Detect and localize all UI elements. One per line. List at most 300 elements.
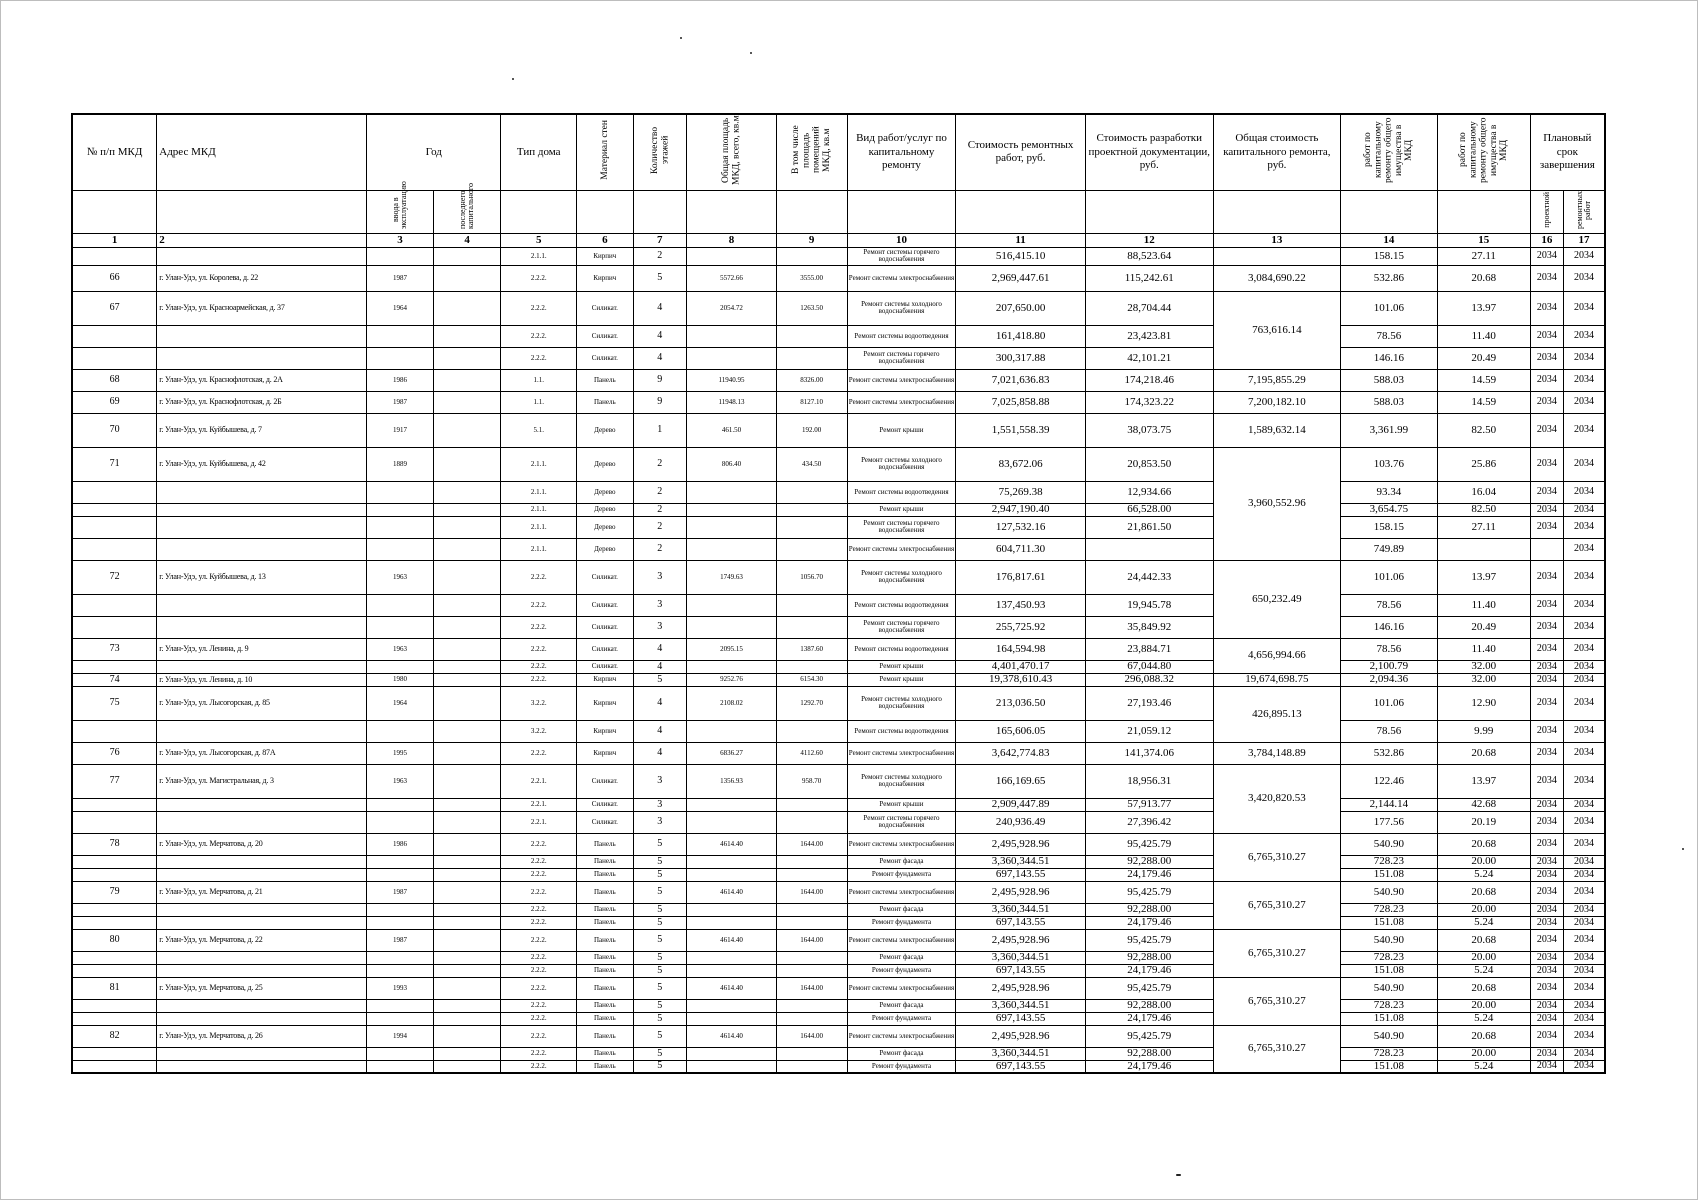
- cell-design-cost: 24,442.33: [1085, 560, 1213, 594]
- cell-wall-material: Силикат.: [577, 347, 634, 369]
- cell-year-last-repair: [433, 742, 501, 764]
- cell-repair-cost: 1,551,558.39: [956, 413, 1085, 447]
- capital-repair-table: [71, 113, 1606, 1074]
- cell-wall-material: Дерево: [577, 413, 634, 447]
- cell-deadline-repair: 2034: [1563, 999, 1605, 1012]
- cell-floors: 5: [633, 1060, 686, 1073]
- cell-house-type: 2.1.1.: [501, 516, 577, 538]
- cell-year-last-repair: [433, 660, 501, 673]
- cell-row-number: [72, 616, 157, 638]
- cell-unit-cost-design: 13.97: [1437, 764, 1530, 798]
- cell-address: г. Улан-Удэ, ул. Мерчатова, д. 26: [157, 1025, 367, 1047]
- cell-year-last-repair: [433, 325, 501, 347]
- column-number: 6: [577, 233, 634, 247]
- scan-speck: [680, 37, 682, 39]
- cell-house-type: 2.2.2.: [501, 855, 577, 868]
- cell-row-number: [72, 855, 157, 868]
- cell-row-number: [72, 999, 157, 1012]
- column-number: 2: [157, 233, 367, 247]
- cell-premises-area: 1644.00: [776, 929, 847, 951]
- cell-floors: 4: [633, 638, 686, 660]
- cell-address: [157, 616, 367, 638]
- cell-work-type: Ремонт системы электроснабжения: [847, 1025, 956, 1047]
- subheader-empty: [501, 190, 577, 233]
- cell-unit-cost-design: 20.00: [1437, 951, 1530, 964]
- cell-unit-cost-design: 27.11: [1437, 516, 1530, 538]
- cell-work-type: Ремонт системы холодного водоснабжения: [847, 447, 956, 481]
- cell-repair-cost: 4,401,470.17: [956, 660, 1085, 673]
- header-spec-cost-repair: работ по капитальному ремонту общего имущества в МКД: [1340, 114, 1437, 190]
- cell-repair-cost: 165,606.05: [956, 720, 1085, 742]
- cell-year-commission: 1963: [367, 638, 434, 660]
- cell-wall-material: Панель: [577, 881, 634, 903]
- cell-unit-cost-repair: 728.23: [1340, 951, 1437, 964]
- cell-unit-cost-repair: 158.15: [1340, 516, 1437, 538]
- cell-work-type: Ремонт системы электроснабжения: [847, 265, 956, 291]
- cell-year-commission: [367, 247, 434, 265]
- cell-house-type: 2.2.2.: [501, 951, 577, 964]
- cell-premises-area: [776, 1012, 847, 1025]
- cell-design-cost: 67,044.80: [1085, 660, 1213, 673]
- cell-repair-cost: 164,594.98: [956, 638, 1085, 660]
- cell-unit-cost-design: 20.68: [1437, 265, 1530, 291]
- cell-address: [157, 811, 367, 833]
- cell-year-last-repair: [433, 503, 501, 516]
- cell-deadline-design: 2034: [1530, 742, 1563, 764]
- cell-deadline-repair: 2034: [1563, 686, 1605, 720]
- cell-design-cost: 66,528.00: [1085, 503, 1213, 516]
- subheader-year-last-repair: последнего капитального: [433, 190, 501, 233]
- cell-deadline-repair: 2034: [1563, 811, 1605, 833]
- cell-unit-cost-design: 27.11: [1437, 247, 1530, 265]
- cell-premises-area: 1387.60: [776, 638, 847, 660]
- cell-unit-cost-design: [1437, 538, 1530, 560]
- cell-floors: 2: [633, 447, 686, 481]
- cell-house-type: 2.2.2.: [501, 916, 577, 929]
- table-row: [72, 391, 1605, 413]
- cell-deadline-repair: 2034: [1563, 903, 1605, 916]
- cell-work-type: Ремонт крыши: [847, 798, 956, 811]
- cell-house-type: 2.2.2.: [501, 868, 577, 881]
- cell-wall-material: Панель: [577, 868, 634, 881]
- cell-design-cost: 92,288.00: [1085, 999, 1213, 1012]
- cell-address: [157, 347, 367, 369]
- cell-wall-material: Силикат.: [577, 638, 634, 660]
- cell-premises-area: 958.70: [776, 764, 847, 798]
- cell-unit-cost-design: 5.24: [1437, 1060, 1530, 1073]
- cell-row-number: 81: [72, 977, 157, 999]
- cell-house-type: 2.2.1.: [501, 811, 577, 833]
- cell-deadline-repair: 2034: [1563, 881, 1605, 903]
- table-row: [72, 720, 1605, 742]
- cell-unit-cost-repair: 103.76: [1340, 447, 1437, 481]
- cell-total-area: 4614.40: [687, 929, 777, 951]
- cell-repair-cost: 240,936.49: [956, 811, 1085, 833]
- cell-unit-cost-repair: 122.46: [1340, 764, 1437, 798]
- cell-design-cost: 92,288.00: [1085, 951, 1213, 964]
- cell-repair-cost: 166,169.65: [956, 764, 1085, 798]
- cell-year-commission: 1987: [367, 881, 434, 903]
- cell-year-last-repair: [433, 903, 501, 916]
- cell-repair-cost: 3,642,774.83: [956, 742, 1085, 764]
- cell-year-last-repair: [433, 720, 501, 742]
- cell-floors: 4: [633, 291, 686, 325]
- cell-repair-cost: 2,495,928.96: [956, 1025, 1085, 1047]
- cell-deadline-repair: 2034: [1563, 413, 1605, 447]
- cell-total-area: 9252.76: [687, 673, 777, 686]
- cell-design-cost: 18,956.31: [1085, 764, 1213, 798]
- cell-deadline-design: 2034: [1530, 660, 1563, 673]
- cell-total-area: [687, 951, 777, 964]
- cell-unit-cost-design: 20.00: [1437, 855, 1530, 868]
- cell-row-number: [72, 811, 157, 833]
- cell-year-commission: [367, 347, 434, 369]
- cell-deadline-design: 2034: [1530, 560, 1563, 594]
- cell-address: г. Улан-Удэ, ул. Куйбышева, д. 42: [157, 447, 367, 481]
- cell-unit-cost-design: 5.24: [1437, 1012, 1530, 1025]
- subheader-deadline-design: проектной: [1530, 190, 1563, 233]
- table-row: [72, 538, 1605, 560]
- cell-repair-cost: 697,143.55: [956, 868, 1085, 881]
- scan-speck: [1682, 848, 1684, 850]
- cell-deadline-design: 2034: [1530, 916, 1563, 929]
- cell-wall-material: Панель: [577, 1047, 634, 1060]
- cell-address: г. Улан-Удэ, ул. Мерчатова, д. 21: [157, 881, 367, 903]
- table-row: [72, 855, 1605, 868]
- cell-premises-area: [776, 868, 847, 881]
- cell-floors: 4: [633, 742, 686, 764]
- cell-deadline-design: 2034: [1530, 999, 1563, 1012]
- scan-speck: [512, 78, 514, 80]
- cell-unit-cost-repair: 78.56: [1340, 325, 1437, 347]
- cell-year-commission: [367, 798, 434, 811]
- cell-row-number: 80: [72, 929, 157, 951]
- table-row: [72, 951, 1605, 964]
- cell-year-commission: 1987: [367, 265, 434, 291]
- header-year: Год: [367, 114, 501, 190]
- table-row: [72, 594, 1605, 616]
- cell-deadline-design: 2034: [1530, 1060, 1563, 1073]
- cell-total-area: 1356.93: [687, 764, 777, 798]
- cell-address: [157, 503, 367, 516]
- cell-row-number: [72, 538, 157, 560]
- cell-unit-cost-repair: 588.03: [1340, 369, 1437, 391]
- cell-year-last-repair: [433, 916, 501, 929]
- subheader-empty: [1437, 190, 1530, 233]
- cell-row-number: 79: [72, 881, 157, 903]
- cell-wall-material: Панель: [577, 964, 634, 977]
- cell-year-commission: [367, 903, 434, 916]
- cell-house-type: 2.2.2.: [501, 616, 577, 638]
- cell-address: [157, 964, 367, 977]
- cell-unit-cost-design: 82.50: [1437, 503, 1530, 516]
- cell-work-type: Ремонт системы электроснабжения: [847, 833, 956, 855]
- table-row: [72, 265, 1605, 291]
- cell-house-type: 2.2.2.: [501, 291, 577, 325]
- cell-wall-material: Силикат.: [577, 660, 634, 673]
- cell-floors: 2: [633, 247, 686, 265]
- cell-design-cost: 57,913.77: [1085, 798, 1213, 811]
- cell-total-cost: 6,765,310.27: [1213, 977, 1340, 1025]
- header-total-area: Общая площадь МКД, всего, кв.м: [687, 114, 777, 190]
- cell-year-last-repair: [433, 1047, 501, 1060]
- subheader-year-commission: ввода в эксплуатацию: [367, 190, 434, 233]
- cell-work-type: Ремонт системы электроснабжения: [847, 881, 956, 903]
- cell-house-type: 2.2.2.: [501, 929, 577, 951]
- column-number: 3: [367, 233, 434, 247]
- cell-total-cost: 19,674,698.75: [1213, 673, 1340, 686]
- cell-unit-cost-design: 13.97: [1437, 560, 1530, 594]
- cell-deadline-repair: 2034: [1563, 247, 1605, 265]
- cell-wall-material: Кирпич: [577, 247, 634, 265]
- cell-work-type: Ремонт системы электроснабжения: [847, 369, 956, 391]
- cell-repair-cost: 176,817.61: [956, 560, 1085, 594]
- header-spec-cost-design: работ по капитальному ремонту общего имущества в МКД: [1437, 114, 1530, 190]
- cell-year-last-repair: [433, 413, 501, 447]
- cell-total-cost: 650,232.49: [1213, 560, 1340, 638]
- cell-repair-cost: 137,450.93: [956, 594, 1085, 616]
- cell-address: [157, 916, 367, 929]
- cell-wall-material: Панель: [577, 1025, 634, 1047]
- cell-total-cost: 3,420,820.53: [1213, 764, 1340, 833]
- cell-total-cost: 6,765,310.27: [1213, 881, 1340, 929]
- cell-premises-area: [776, 798, 847, 811]
- cell-repair-cost: 127,532.16: [956, 516, 1085, 538]
- cell-year-commission: [367, 868, 434, 881]
- cell-deadline-repair: 2034: [1563, 265, 1605, 291]
- cell-total-cost: 3,084,690.22: [1213, 265, 1340, 291]
- subheader-empty: [157, 190, 367, 233]
- cell-unit-cost-design: 20.00: [1437, 1047, 1530, 1060]
- column-number: 15: [1437, 233, 1530, 247]
- table-row: [72, 247, 1605, 265]
- cell-total-area: [687, 660, 777, 673]
- cell-deadline-repair: 2034: [1563, 638, 1605, 660]
- cell-floors: 3: [633, 811, 686, 833]
- cell-floors: 5: [633, 916, 686, 929]
- cell-design-cost: 24,179.46: [1085, 868, 1213, 881]
- table-row: [72, 447, 1605, 481]
- cell-house-type: 2.2.2.: [501, 1047, 577, 1060]
- cell-deadline-design: 2034: [1530, 811, 1563, 833]
- cell-unit-cost-design: 11.40: [1437, 594, 1530, 616]
- cell-wall-material: Кирпич: [577, 742, 634, 764]
- cell-work-type: Ремонт системы горячего водоснабжения: [847, 811, 956, 833]
- cell-repair-cost: 2,969,447.61: [956, 265, 1085, 291]
- cell-total-cost: 4,656,994.66: [1213, 638, 1340, 673]
- cell-wall-material: Панель: [577, 916, 634, 929]
- cell-wall-material: Силикат.: [577, 560, 634, 594]
- cell-work-type: Ремонт системы водоотведения: [847, 720, 956, 742]
- cell-total-area: [687, 347, 777, 369]
- cell-year-commission: 1963: [367, 764, 434, 798]
- cell-deadline-repair: 2034: [1563, 977, 1605, 999]
- cell-deadline-design: 2034: [1530, 964, 1563, 977]
- cell-floors: 2: [633, 503, 686, 516]
- cell-total-area: [687, 503, 777, 516]
- cell-address: г. Улан-Удэ, ул. Ленина, д. 10: [157, 673, 367, 686]
- cell-address: г. Улан-Удэ, ул. Мерчатова, д. 25: [157, 977, 367, 999]
- cell-total-area: 6836.27: [687, 742, 777, 764]
- cell-unit-cost-repair: 3,361.99: [1340, 413, 1437, 447]
- cell-address: г. Улан-Удэ, ул. Мерчатова, д. 22: [157, 929, 367, 951]
- cell-deadline-design: 2034: [1530, 413, 1563, 447]
- cell-total-area: [687, 481, 777, 503]
- column-number: 7: [633, 233, 686, 247]
- table-row: [72, 325, 1605, 347]
- cell-floors: 5: [633, 673, 686, 686]
- cell-year-commission: 1986: [367, 369, 434, 391]
- cell-work-type: Ремонт системы водоотведения: [847, 638, 956, 660]
- cell-total-cost: 3,784,148.89: [1213, 742, 1340, 764]
- cell-unit-cost-design: 20.68: [1437, 977, 1530, 999]
- cell-total-area: [687, 720, 777, 742]
- cell-address: [157, 325, 367, 347]
- cell-row-number: [72, 660, 157, 673]
- cell-unit-cost-repair: 540.90: [1340, 881, 1437, 903]
- cell-wall-material: Кирпич: [577, 686, 634, 720]
- cell-floors: 4: [633, 660, 686, 673]
- cell-year-last-repair: [433, 977, 501, 999]
- cell-house-type: 2.2.2.: [501, 638, 577, 660]
- cell-deadline-repair: 2034: [1563, 929, 1605, 951]
- cell-floors: 5: [633, 881, 686, 903]
- cell-year-last-repair: [433, 951, 501, 964]
- cell-year-commission: [367, 538, 434, 560]
- cell-design-cost: 27,396.42: [1085, 811, 1213, 833]
- cell-year-commission: 1980: [367, 673, 434, 686]
- cell-deadline-design: 2034: [1530, 764, 1563, 798]
- cell-unit-cost-design: 16.04: [1437, 481, 1530, 503]
- cell-row-number: 73: [72, 638, 157, 660]
- cell-wall-material: Панель: [577, 977, 634, 999]
- cell-total-area: [687, 247, 777, 265]
- header-deadline: Плановый срок завершения: [1530, 114, 1605, 190]
- cell-design-cost: 95,425.79: [1085, 929, 1213, 951]
- cell-design-cost: 95,425.79: [1085, 977, 1213, 999]
- cell-floors: 5: [633, 903, 686, 916]
- cell-row-number: [72, 481, 157, 503]
- subheader-deadline-repair: ремонтных работ: [1563, 190, 1605, 233]
- cell-floors: 4: [633, 347, 686, 369]
- cell-unit-cost-repair: 78.56: [1340, 720, 1437, 742]
- cell-year-last-repair: [433, 560, 501, 594]
- cell-year-commission: [367, 1060, 434, 1073]
- subheader-empty: [956, 190, 1085, 233]
- cell-design-cost: 88,523.64: [1085, 247, 1213, 265]
- cell-work-type: Ремонт системы водоотведения: [847, 325, 956, 347]
- cell-house-type: 2.2.2.: [501, 325, 577, 347]
- cell-deadline-repair: 2034: [1563, 516, 1605, 538]
- cell-total-area: [687, 964, 777, 977]
- cell-address: г. Улан-Удэ, ул. Краснофлотская, д. 2А: [157, 369, 367, 391]
- cell-unit-cost-design: 5.24: [1437, 868, 1530, 881]
- subheader-empty: [633, 190, 686, 233]
- cell-house-type: 2.2.2.: [501, 977, 577, 999]
- cell-design-cost: 95,425.79: [1085, 833, 1213, 855]
- cell-house-type: 2.2.2.: [501, 1012, 577, 1025]
- cell-unit-cost-design: 25.86: [1437, 447, 1530, 481]
- cell-row-number: 68: [72, 369, 157, 391]
- cell-wall-material: Панель: [577, 391, 634, 413]
- header-total-cost: Общая стоимость капитального ремонта, руб.: [1213, 114, 1340, 190]
- cell-design-cost: 95,425.79: [1085, 881, 1213, 903]
- cell-work-type: Ремонт фундамента: [847, 1012, 956, 1025]
- table-row: [72, 369, 1605, 391]
- cell-year-commission: 1889: [367, 447, 434, 481]
- cell-design-cost: 24,179.46: [1085, 1060, 1213, 1073]
- cell-unit-cost-design: 5.24: [1437, 964, 1530, 977]
- cell-floors: 5: [633, 964, 686, 977]
- cell-year-commission: 1917: [367, 413, 434, 447]
- cell-house-type: 2.1.1.: [501, 503, 577, 516]
- cell-address: [157, 903, 367, 916]
- cell-address: [157, 594, 367, 616]
- cell-work-type: Ремонт крыши: [847, 673, 956, 686]
- cell-premises-area: [776, 538, 847, 560]
- cell-deadline-design: 2034: [1530, 291, 1563, 325]
- cell-row-number: [72, 868, 157, 881]
- cell-deadline-repair: 2034: [1563, 616, 1605, 638]
- cell-premises-area: [776, 811, 847, 833]
- cell-total-area: 11940.95: [687, 369, 777, 391]
- cell-row-number: [72, 516, 157, 538]
- cell-year-last-repair: [433, 811, 501, 833]
- cell-deadline-design: 2034: [1530, 391, 1563, 413]
- cell-unit-cost-design: 20.68: [1437, 929, 1530, 951]
- cell-repair-cost: 7,025,858.88: [956, 391, 1085, 413]
- cell-house-type: 2.2.2.: [501, 1060, 577, 1073]
- subheader-empty: [847, 190, 956, 233]
- cell-work-type: Ремонт системы холодного водоснабжения: [847, 764, 956, 798]
- cell-year-commission: [367, 325, 434, 347]
- cell-address: [157, 481, 367, 503]
- cell-deadline-design: 2034: [1530, 638, 1563, 660]
- cell-total-area: 2054.72: [687, 291, 777, 325]
- cell-row-number: [72, 798, 157, 811]
- cell-total-area: 4614.40: [687, 977, 777, 999]
- cell-year-commission: 1963: [367, 560, 434, 594]
- cell-unit-cost-design: 5.24: [1437, 916, 1530, 929]
- cell-total-area: 2095.15: [687, 638, 777, 660]
- cell-unit-cost-repair: 532.86: [1340, 265, 1437, 291]
- cell-design-cost: 115,242.61: [1085, 265, 1213, 291]
- cell-premises-area: [776, 325, 847, 347]
- cell-repair-cost: 2,909,447.89: [956, 798, 1085, 811]
- header-work-type: Вид работ/услуг по капитальному ремонту: [847, 114, 956, 190]
- cell-deadline-design: 2034: [1530, 855, 1563, 868]
- cell-premises-area: [776, 503, 847, 516]
- cell-address: [157, 720, 367, 742]
- cell-row-number: [72, 503, 157, 516]
- cell-design-cost: 28,704.44: [1085, 291, 1213, 325]
- cell-total-area: 4614.40: [687, 1025, 777, 1047]
- cell-unit-cost-repair: 101.06: [1340, 560, 1437, 594]
- cell-work-type: Ремонт фасада: [847, 903, 956, 916]
- table-row: [72, 291, 1605, 325]
- cell-design-cost: 174,218.46: [1085, 369, 1213, 391]
- cell-total-area: 11948.13: [687, 391, 777, 413]
- cell-row-number: 76: [72, 742, 157, 764]
- cell-floors: 3: [633, 616, 686, 638]
- cell-deadline-repair: 2034: [1563, 1047, 1605, 1060]
- cell-house-type: 2.1.1.: [501, 447, 577, 481]
- table-row: [72, 916, 1605, 929]
- cell-work-type: Ремонт фундамента: [847, 1060, 956, 1073]
- cell-year-last-repair: [433, 481, 501, 503]
- cell-floors: 5: [633, 999, 686, 1012]
- cell-deadline-design: 2034: [1530, 594, 1563, 616]
